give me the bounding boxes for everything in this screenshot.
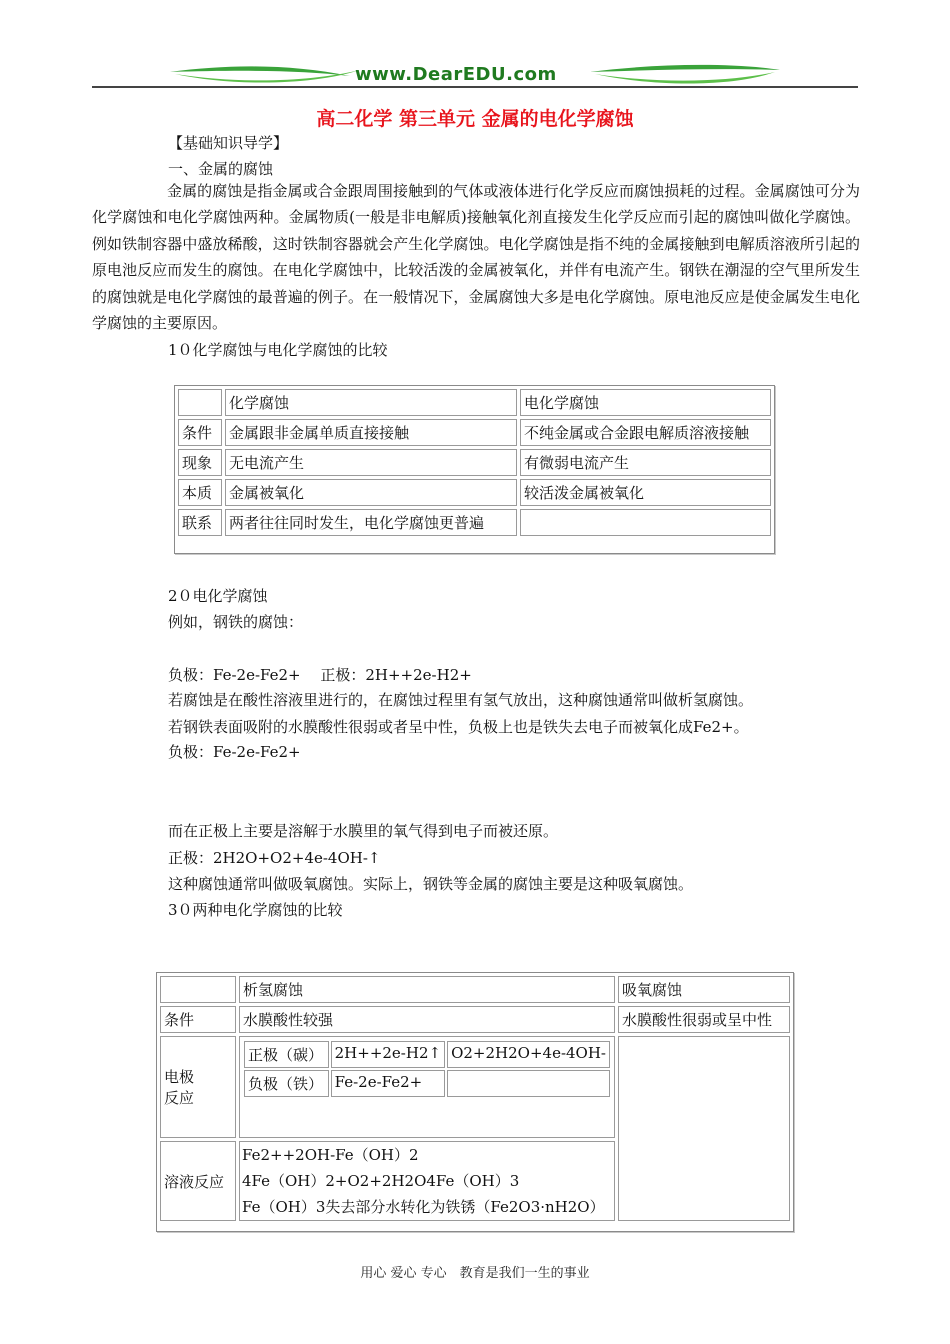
table-cell: 不纯金属或合金跟电解质溶液接触 (520, 419, 771, 446)
solution-line: 4Fe（OH）2+O2+2H2O4Fe（OH）3 (242, 1172, 520, 1190)
table-row-label: 条件 (178, 419, 222, 446)
neg-pos-line: 负极：Fe-2e-Fe2+ 正极：2H++2e-H2+ (168, 666, 472, 684)
table-hydrogen-vs-oxygen (156, 972, 794, 1232)
table-row (178, 419, 771, 446)
electrode-label-1: 电极 (164, 1068, 195, 1086)
table-row (178, 479, 771, 506)
table-row (244, 1041, 610, 1068)
table-row (178, 509, 771, 536)
table-cell (447, 1070, 610, 1097)
page-title: 高二化学 第三单元 金属的电化学腐蚀 (316, 108, 634, 130)
oxygen-line: 这种腐蚀通常叫做吸氧腐蚀。实际上，钢铁等金属的腐蚀主要是这种吸氧腐蚀。 (168, 875, 694, 893)
table-row (244, 1070, 610, 1097)
table-row-label: 本质 (178, 479, 222, 506)
table-cell: 正极（碳） (244, 1041, 329, 1068)
table-cell: 负极（铁） (244, 1070, 329, 1097)
compare-2-heading: 3０两种电化学腐蚀的比较 (168, 901, 343, 919)
table-row-label (160, 1036, 236, 1138)
table-row (178, 389, 771, 416)
table-header-cell: 化学腐蚀 (225, 389, 517, 416)
positive-desc-line: 而在正极上主要是溶解于水膜里的氧气得到电子而被还原。 (168, 822, 559, 840)
compare-1-heading: 1０化学腐蚀与电化学腐蚀的比较 (168, 341, 388, 359)
table-cell (160, 976, 236, 1003)
table-row (160, 976, 790, 1003)
table-cell (239, 1036, 615, 1138)
table-cell (239, 1141, 615, 1221)
table-cell: O2+2H2O+4e-4OH- (447, 1041, 610, 1068)
section-1-heading: 一、金属的腐蚀 (168, 160, 274, 178)
table-header-cell: 析氢腐蚀 (239, 976, 615, 1003)
table-cell (178, 389, 222, 416)
section-1-paragraph: 金属的腐蚀是指金属或合金跟周围接触到的气体或液体进行化学反应而腐蚀损耗的过程。金属腐蚀可分为化学腐蚀和电化学腐蚀两种。金属物质(一般是非电解质)接触氧化剂直接发生化学反应而引起的腐蚀叫做化学腐蚀。例如铁制容器中盛放稀酸，这时铁制容器就会产生化学腐蚀。电化学腐蚀是指不纯的金属接触到电解质溶液所引起的原电池反应而发生的腐蚀。在电化学腐蚀中，比较活泼的金属被氧化，并伴有电流产生。钢铁在潮湿的空气里所发生的腐蚀就是电化学腐蚀的最普遍的例子。在一般情况下，金属腐蚀大多是电化学腐蚀。原电池反应是使金属发生电化学腐蚀的主要原因。 (92, 182, 860, 333)
negative-line-2: 负极：Fe-2e-Fe2+ (168, 743, 301, 761)
table-cell: Fe-2e-Fe2+ (331, 1070, 445, 1097)
header-divider (92, 86, 858, 88)
page-footer: 用心 爱心 专心 教育是我们一生的事业 (360, 1266, 590, 1281)
weak-acid-line: 若钢铁表面吸附的水膜酸性很弱或者呈中性，负极上也是铁失去电子而被氧化成Fe2+。 (168, 718, 749, 736)
guide-heading: 【基础知识导学】 (168, 134, 289, 152)
table-cell: 较活泼金属被氧化 (520, 479, 771, 506)
table-cell (618, 1036, 790, 1221)
header-logo-text: www.DearEDU.com (355, 64, 557, 85)
electrode-label-2: 反应 (164, 1089, 195, 1107)
table-row-label: 溶液反应 (160, 1141, 236, 1221)
electrode-subtable (242, 1039, 612, 1099)
solution-line: Fe（OH）3失去部分水转化为铁锈（Fe2O3·nH2O） (242, 1198, 605, 1216)
table-cell: 金属跟非金属单质直接接触 (225, 419, 517, 446)
table-cell: 水膜酸性很弱或呈中性 (618, 1006, 790, 1033)
positive-line-2: 正极：2H2O+O2+4e-4OH-↑ (168, 849, 381, 867)
table-cell: 有微弱电流产生 (520, 449, 771, 476)
table-cell: 两者往往同时发生，电化学腐蚀更普遍 (225, 509, 517, 536)
section-2-heading: 2０电化学腐蚀 (168, 587, 268, 605)
table-row (160, 1036, 790, 1138)
table-cell: 2H++2e-H2↑ (331, 1041, 445, 1068)
acid-line: 若腐蚀是在酸性溶液里进行的，在腐蚀过程里有氢气放出，这种腐蚀通常叫做析氢腐蚀。 (168, 691, 754, 709)
table-cell: 金属被氧化 (225, 479, 517, 506)
table-row-label: 现象 (178, 449, 222, 476)
table-row-label: 联系 (178, 509, 222, 536)
solution-line: Fe2++2OH-Fe（OH）2 (242, 1146, 419, 1164)
table-row (160, 1006, 790, 1033)
table-row (178, 449, 771, 476)
table-cell: 水膜酸性较强 (239, 1006, 615, 1033)
table-row-label: 条件 (160, 1006, 236, 1033)
table-chemical-vs-electrochemical (174, 385, 775, 554)
table-cell: 无电流产生 (225, 449, 517, 476)
example-line: 例如，钢铁的腐蚀： (168, 613, 304, 631)
table-header-cell: 吸氧腐蚀 (618, 976, 790, 1003)
table-header-cell: 电化学腐蚀 (520, 389, 771, 416)
table-cell (520, 509, 771, 536)
